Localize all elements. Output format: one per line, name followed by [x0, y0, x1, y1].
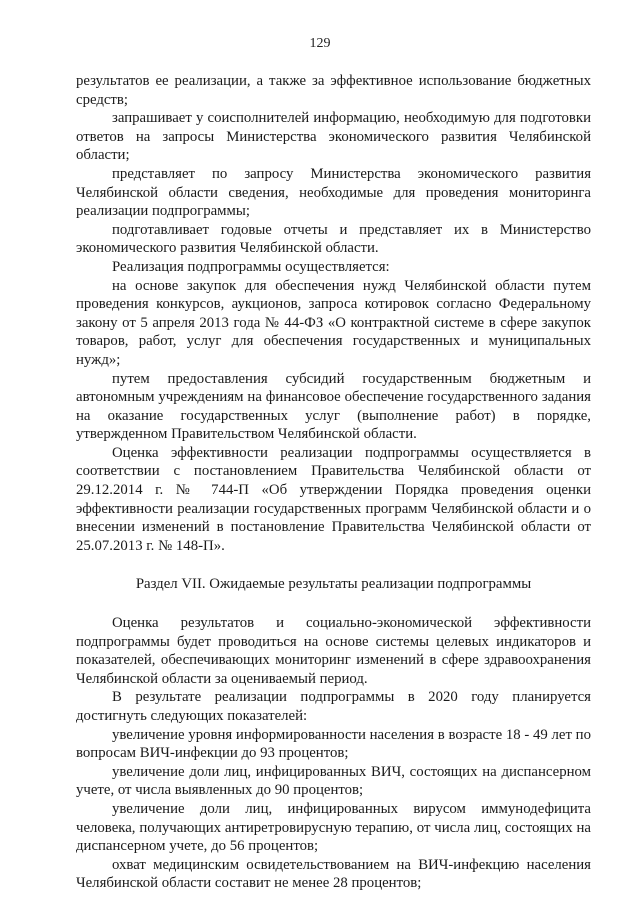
paragraph: на основе закупок для обеспечения нужд Челябинской области путем проведения конкурсов, аукционов, запроса котировок согласно Федеральному закону от 5 апреля 2013 года № 44-ФЗ «О контрактной системе в сфере закупок товаров, работ, услуг для обеспечения государственных и муниципальных нужд»;: [76, 277, 591, 368]
paragraph: увеличение доли лиц, инфицированных ВИЧ, состоящих на диспансерном учете, от числа выявленных до 90 процентов;: [76, 763, 591, 799]
paragraph: путем предоставления субсидий государственным бюджетным и автономным учреждениям на финансовое обеспечение государственного задания на оказание государственных услуг (выполнение работ) в порядке, утвержденном Правительством Челябинской области.: [76, 370, 591, 443]
paragraph: Оценка эффективности реализации подпрограммы осуществляется в соответствии с постановлением Правительства Челябинской области от 29.12.2014 г. № 744-П «Об утверждении Порядка проведения оценки эффективности реализации государственных программ Челябинской области и о внесении изменений в постановление Правительства Челябинской области от 25.07.2013 г. № 148-П».: [76, 444, 591, 554]
paragraph: Оценка результатов и социально-экономической эффективности подпрограммы будет проводиться на основе системы целевых индикаторов и показателей, обеспечивающих мониторинг изменений в сфере здравоохранения Челябинской области за оцениваемый период.: [76, 615, 591, 687]
paragraph: подготавливает годовые отчеты и представляет их в Министерство экономического развития Челябинской области.: [76, 221, 591, 257]
paragraph: запрашивает у соисполнителей информацию, необходимую для подготовки ответов на запросы Министерства экономического развития Челябинской области;: [76, 110, 591, 164]
paragraph: Реализация подпрограммы осуществляется:: [112, 258, 390, 275]
paragraph: В результате реализации подпрограммы в 2020 году планируется достигнуть следующих показателей:: [76, 689, 591, 724]
paragraph: увеличение уровня информированности населения в возрасте 18 - 49 лет по вопросам ВИЧ-инфекции до 93 процентов;: [76, 726, 591, 762]
paragraph: представляет по запросу Министерства экономического развития Челябинской области сведения, необходимые для проведения мониторинга реализации подпрограммы;: [76, 165, 591, 220]
paragraph: результатов ее реализации, а также за эффективное использование бюджетных средств;: [76, 73, 591, 108]
paragraph: увеличение доли лиц, инфицированных вирусом иммунодефицита человека, получающих антиретровирусную терапию, от числа лиц, состоящих на диспансерном учете, до 56 процентов;: [76, 800, 591, 855]
document-body: [76, 72, 591, 893]
page-number: 129: [309, 36, 331, 51]
paragraph: охват медицинским освидетельствованием на ВИЧ-инфекцию населения Челябинской области составит не менее 28 процентов;: [76, 856, 591, 892]
section-heading: Раздел VII. Ожидаемые результаты реализации подпрограммы: [135, 576, 532, 593]
